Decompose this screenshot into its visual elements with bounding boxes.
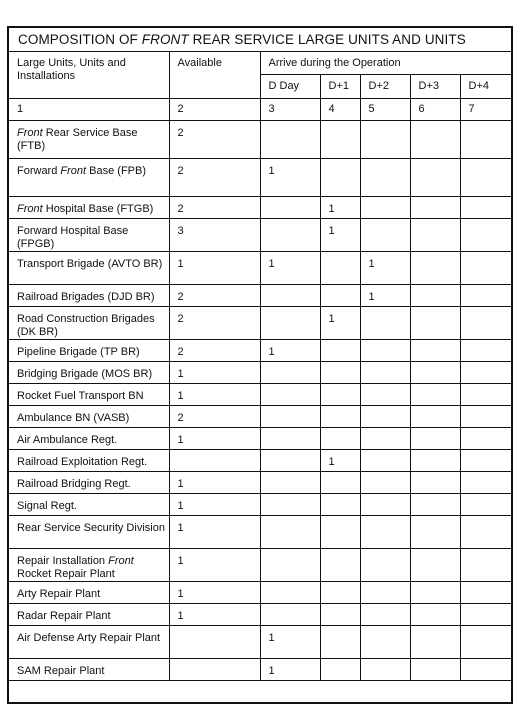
d1-cell: 1 bbox=[320, 218, 360, 251]
available-cell: 2 bbox=[169, 284, 260, 306]
d4-cell bbox=[460, 658, 511, 680]
d4-cell bbox=[460, 449, 511, 471]
unit-name-cell: Rear Service Security Division bbox=[9, 515, 169, 548]
d1-cell: 1 bbox=[320, 306, 360, 339]
available-cell: 1 bbox=[169, 515, 260, 548]
table-row bbox=[9, 625, 511, 658]
dday-cell bbox=[260, 603, 320, 625]
unit-name-cell: Pipeline Brigade (TP BR) bbox=[9, 339, 169, 361]
available-cell: 1 bbox=[169, 581, 260, 603]
dday-cell bbox=[260, 218, 320, 251]
available-cell: 1 bbox=[169, 548, 260, 581]
header-d2: D+2 bbox=[360, 74, 410, 98]
d4-cell bbox=[460, 515, 511, 548]
d1-cell: 1 bbox=[320, 449, 360, 471]
table-row bbox=[9, 306, 511, 339]
unit-name-cell: Railroad Brigades (DJD BR) bbox=[9, 284, 169, 306]
header-d3: D+3 bbox=[410, 74, 460, 98]
d2-cell bbox=[360, 405, 410, 427]
dday-cell: 1 bbox=[260, 658, 320, 680]
table-row bbox=[9, 405, 511, 427]
d3-cell bbox=[410, 120, 460, 158]
unit-name-cell: Bridging Brigade (MOS BR) bbox=[9, 361, 169, 383]
table-row bbox=[9, 383, 511, 405]
title-italic-front: FRONT bbox=[141, 32, 189, 47]
available-cell: 3 bbox=[169, 218, 260, 251]
dday-cell bbox=[260, 383, 320, 405]
table-row bbox=[9, 339, 511, 361]
available-cell: 1 bbox=[169, 471, 260, 493]
italic-front: Front bbox=[60, 164, 87, 177]
d1-cell bbox=[320, 405, 360, 427]
d3-cell bbox=[410, 449, 460, 471]
col-number: 5 bbox=[360, 98, 410, 120]
unit-name-cell: Repair Installation Front Rocket Repair Plant bbox=[9, 548, 169, 581]
column-number-row bbox=[9, 98, 511, 120]
d4-cell bbox=[460, 339, 511, 361]
d2-cell bbox=[360, 427, 410, 449]
table-row bbox=[9, 120, 511, 158]
d2-cell bbox=[360, 493, 410, 515]
d4-cell bbox=[460, 427, 511, 449]
d1-cell bbox=[320, 158, 360, 196]
dday-cell bbox=[260, 471, 320, 493]
dday-cell bbox=[260, 306, 320, 339]
available-cell: 1 bbox=[169, 251, 260, 284]
table-row bbox=[9, 196, 511, 218]
available-cell: 2 bbox=[169, 339, 260, 361]
dday-cell bbox=[260, 493, 320, 515]
d3-cell bbox=[410, 427, 460, 449]
d1-cell: 1 bbox=[320, 196, 360, 218]
dday-cell: 1 bbox=[260, 251, 320, 284]
d1-cell bbox=[320, 548, 360, 581]
d3-cell bbox=[410, 493, 460, 515]
header-available: Available bbox=[169, 52, 260, 98]
available-cell bbox=[169, 625, 260, 658]
available-cell: 1 bbox=[169, 383, 260, 405]
d2-cell bbox=[360, 581, 410, 603]
header-units: Large Units, Units and Installations bbox=[9, 52, 169, 98]
col-number: 3 bbox=[260, 98, 320, 120]
unit-name-cell: Air Ambulance Regt. bbox=[9, 427, 169, 449]
d3-cell bbox=[410, 581, 460, 603]
unit-name-cell: Road Construction Brigades (DK BR) bbox=[9, 306, 169, 339]
d2-cell bbox=[360, 218, 410, 251]
d4-cell bbox=[460, 284, 511, 306]
d1-cell bbox=[320, 581, 360, 603]
dday-cell bbox=[260, 196, 320, 218]
d3-cell bbox=[410, 405, 460, 427]
available-cell: 1 bbox=[169, 361, 260, 383]
table-row bbox=[9, 361, 511, 383]
d4-cell bbox=[460, 405, 511, 427]
d3-cell bbox=[410, 548, 460, 581]
dday-cell bbox=[260, 361, 320, 383]
header-d1: D+1 bbox=[320, 74, 360, 98]
d4-cell bbox=[460, 625, 511, 658]
d3-cell bbox=[410, 625, 460, 658]
d2-cell bbox=[360, 548, 410, 581]
d1-cell bbox=[320, 284, 360, 306]
d4-cell bbox=[460, 120, 511, 158]
d2-cell bbox=[360, 158, 410, 196]
d2-cell bbox=[360, 339, 410, 361]
d1-cell bbox=[320, 339, 360, 361]
d2-cell bbox=[360, 625, 410, 658]
d1-cell bbox=[320, 658, 360, 680]
table-row bbox=[9, 471, 511, 493]
col-number: 2 bbox=[169, 98, 260, 120]
dday-cell bbox=[260, 581, 320, 603]
available-cell bbox=[169, 449, 260, 471]
dday-cell bbox=[260, 405, 320, 427]
d2-cell bbox=[360, 120, 410, 158]
d4-cell bbox=[460, 218, 511, 251]
table-row bbox=[9, 251, 511, 284]
unit-name-cell: Arty Repair Plant bbox=[9, 581, 169, 603]
italic-front: Front bbox=[17, 126, 43, 139]
d3-cell bbox=[410, 306, 460, 339]
unit-name-cell: Railroad Bridging Regt. bbox=[9, 471, 169, 493]
table-row bbox=[9, 603, 511, 625]
d3-cell bbox=[410, 339, 460, 361]
d3-cell bbox=[410, 251, 460, 284]
dday-cell: 1 bbox=[260, 625, 320, 658]
table-row bbox=[9, 581, 511, 603]
unit-name-cell: Air Defense Arty Repair Plant bbox=[9, 625, 169, 658]
dday-cell bbox=[260, 449, 320, 471]
composition-table bbox=[9, 52, 511, 681]
d3-cell bbox=[410, 471, 460, 493]
unit-name-cell: Transport Brigade (AVTO BR) bbox=[9, 251, 169, 284]
d3-cell bbox=[410, 658, 460, 680]
dday-cell bbox=[260, 515, 320, 548]
table-row bbox=[9, 658, 511, 680]
d2-cell bbox=[360, 658, 410, 680]
table-row bbox=[9, 493, 511, 515]
table-row bbox=[9, 158, 511, 196]
table-title: COMPOSITION OF FRONT REAR SERVICE LARGE UNITS AND UNITS bbox=[9, 28, 511, 52]
d4-cell bbox=[460, 548, 511, 581]
available-cell: 2 bbox=[169, 405, 260, 427]
d4-cell bbox=[460, 471, 511, 493]
available-cell: 2 bbox=[169, 158, 260, 196]
d3-cell bbox=[410, 218, 460, 251]
d4-cell bbox=[460, 581, 511, 603]
d4-cell bbox=[460, 158, 511, 196]
d1-cell bbox=[320, 427, 360, 449]
italic-front: Front bbox=[108, 554, 134, 567]
italic-front: Front bbox=[17, 202, 43, 215]
d2-cell bbox=[360, 449, 410, 471]
d2-cell bbox=[360, 306, 410, 339]
dday-cell bbox=[260, 427, 320, 449]
unit-name-cell: Rocket Fuel Transport BN bbox=[9, 383, 169, 405]
d1-cell bbox=[320, 493, 360, 515]
unit-name-cell: Front Hospital Base (FTGB) bbox=[9, 196, 169, 218]
d1-cell bbox=[320, 625, 360, 658]
available-cell: 1 bbox=[169, 493, 260, 515]
table-row bbox=[9, 284, 511, 306]
table-row bbox=[9, 548, 511, 581]
d1-cell bbox=[320, 251, 360, 284]
table-row bbox=[9, 449, 511, 471]
dday-cell bbox=[260, 548, 320, 581]
dday-cell: 1 bbox=[260, 158, 320, 196]
available-cell: 2 bbox=[169, 306, 260, 339]
d1-cell bbox=[320, 383, 360, 405]
d3-cell bbox=[410, 361, 460, 383]
dday-cell bbox=[260, 120, 320, 158]
d2-cell bbox=[360, 196, 410, 218]
header-dday: D Day bbox=[260, 74, 320, 98]
d2-cell bbox=[360, 515, 410, 548]
d1-cell bbox=[320, 515, 360, 548]
available-cell: 1 bbox=[169, 427, 260, 449]
d4-cell bbox=[460, 196, 511, 218]
header-d4: D+4 bbox=[460, 74, 511, 98]
unit-name-cell: Forward Hospital Base (FPGB) bbox=[9, 218, 169, 251]
dday-cell bbox=[260, 284, 320, 306]
d3-cell bbox=[410, 196, 460, 218]
unit-name-cell: Signal Regt. bbox=[9, 493, 169, 515]
unit-name-cell: Radar Repair Plant bbox=[9, 603, 169, 625]
unit-name-cell: Railroad Exploitation Regt. bbox=[9, 449, 169, 471]
available-cell: 2 bbox=[169, 196, 260, 218]
unit-name-cell: Front Rear Service Base (FTB) bbox=[9, 120, 169, 158]
d2-cell: 1 bbox=[360, 284, 410, 306]
table-row bbox=[9, 218, 511, 251]
d1-cell bbox=[320, 361, 360, 383]
d4-cell bbox=[460, 493, 511, 515]
col-number: 7 bbox=[460, 98, 511, 120]
d3-cell bbox=[410, 603, 460, 625]
col-number: 4 bbox=[320, 98, 360, 120]
d2-cell bbox=[360, 603, 410, 625]
unit-name-cell: Ambulance BN (VASB) bbox=[9, 405, 169, 427]
d3-cell bbox=[410, 515, 460, 548]
header-arrive: Arrive during the Operation bbox=[260, 52, 511, 74]
unit-name-cell: Forward Front Base (FPB) bbox=[9, 158, 169, 196]
available-cell: 2 bbox=[169, 120, 260, 158]
d4-cell bbox=[460, 361, 511, 383]
d2-cell bbox=[360, 361, 410, 383]
table-row bbox=[9, 427, 511, 449]
d1-cell bbox=[320, 603, 360, 625]
d1-cell bbox=[320, 120, 360, 158]
unit-name-cell: SAM Repair Plant bbox=[9, 658, 169, 680]
d2-cell bbox=[360, 383, 410, 405]
d3-cell bbox=[410, 158, 460, 196]
d4-cell bbox=[460, 603, 511, 625]
d3-cell bbox=[410, 383, 460, 405]
d1-cell bbox=[320, 471, 360, 493]
dday-cell: 1 bbox=[260, 339, 320, 361]
d4-cell bbox=[460, 251, 511, 284]
d4-cell bbox=[460, 306, 511, 339]
d2-cell: 1 bbox=[360, 251, 410, 284]
d2-cell bbox=[360, 471, 410, 493]
col-number: 6 bbox=[410, 98, 460, 120]
table-row bbox=[9, 515, 511, 548]
d4-cell bbox=[460, 383, 511, 405]
d3-cell bbox=[410, 284, 460, 306]
col-number: 1 bbox=[9, 98, 169, 120]
available-cell: 1 bbox=[169, 603, 260, 625]
available-cell bbox=[169, 658, 260, 680]
